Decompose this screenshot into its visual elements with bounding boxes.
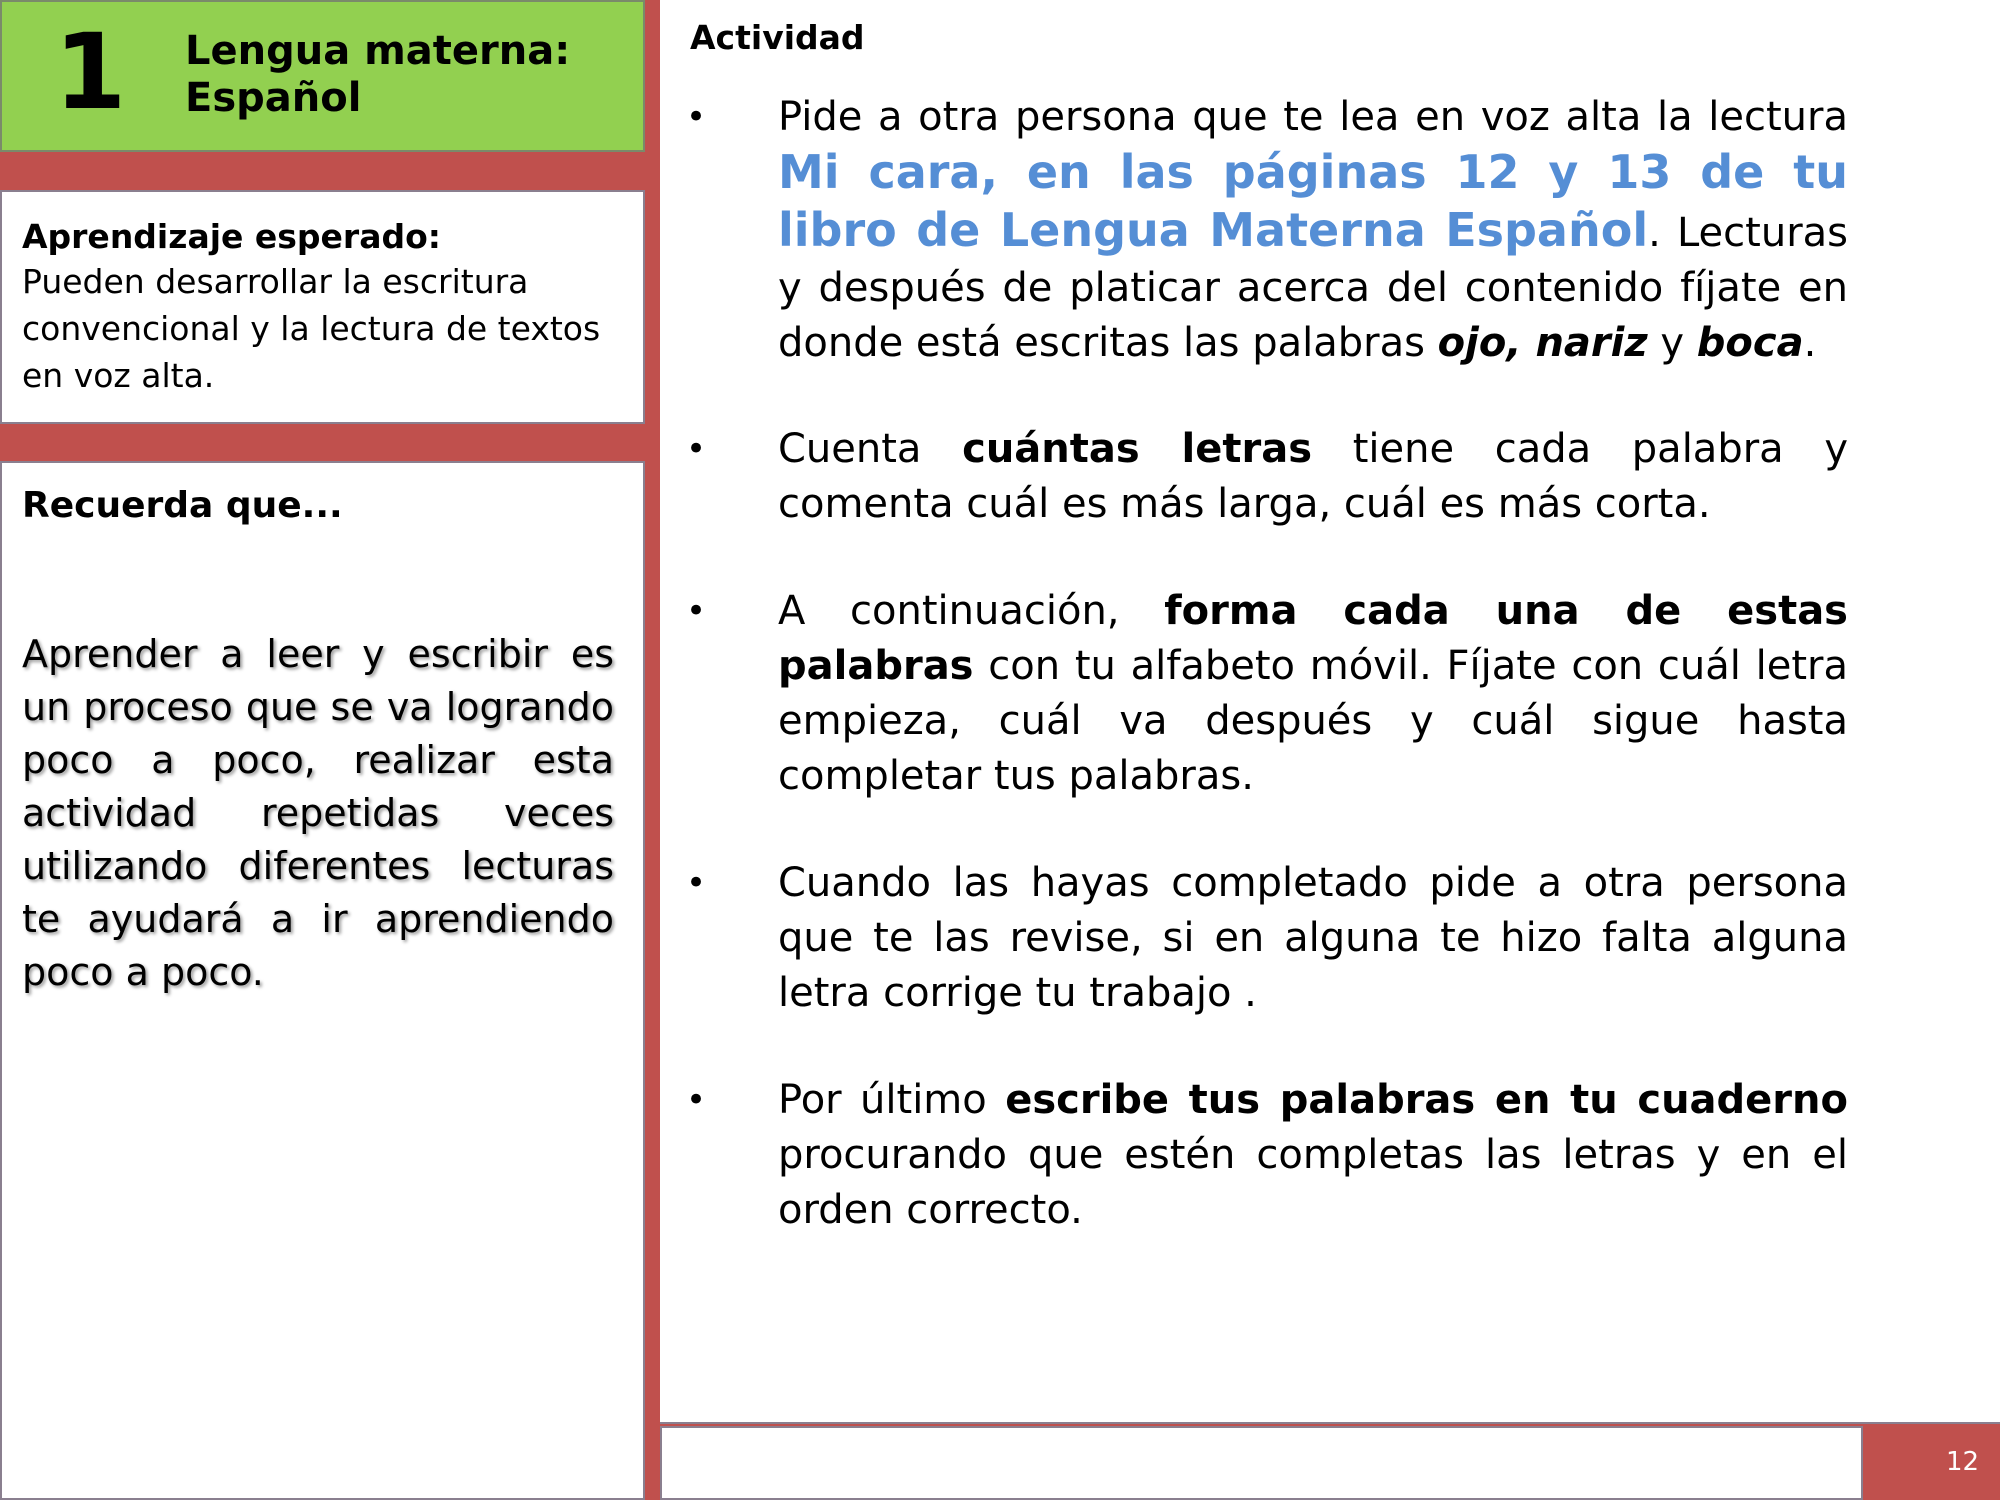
activity-item (686, 422, 1848, 532)
activity-box (660, 0, 2000, 1424)
book-reference: Mi cara, en las páginas 12 y 13 de tu libro de Lengua Materna Español (778, 145, 1848, 257)
item-text: con tu alfabeto móvil. Fíjate con cuál letra empieza, cuál va después y cuál sigue hasta completar tus palabras. (778, 643, 1848, 799)
learning-box (0, 190, 645, 424)
subject-title: Lengua materna: Español (185, 28, 571, 121)
activity-item (686, 90, 1848, 371)
text-emphasis: cuántas letras (962, 426, 1313, 472)
remember-text: Aprender a leer y escribir es un proceso que se va logrando poco a poco, realizar esta actividad repetidas veces utilizando diferentes lecturas te ayudará a ir aprendiendo poco a poco. (22, 632, 614, 994)
activity-list (686, 90, 1848, 1238)
remember-box (0, 461, 645, 1500)
word-emphasis: boca (1696, 320, 1804, 366)
page-number: 12 (1946, 1447, 1980, 1477)
lesson-number: 1 (54, 11, 127, 133)
activity-item (686, 584, 1848, 804)
item-text: Por último (778, 1077, 1006, 1123)
learning-heading: Aprendizaje esperado: (22, 217, 441, 256)
item-text: Cuando las hayas completado pide a otra persona que te las revise, si en alguna te hizo falta alguna letra corrige tu trabajo . (778, 860, 1848, 1016)
bullet-icon: • (686, 429, 707, 469)
item-text: Cuenta (778, 426, 963, 472)
text-emphasis: escribe tus palabras en tu cuaderno (1005, 1077, 1848, 1123)
item-text: tiene cada palabra y comenta cuál es más larga, cuál es más corta. (778, 426, 1848, 527)
bullet-icon: • (686, 591, 707, 631)
activity-item (686, 1073, 1848, 1238)
bullet-icon: • (686, 1080, 707, 1120)
lesson-header (0, 0, 645, 152)
bullet-icon: • (686, 97, 707, 137)
text-emphasis: forma cada una de estas palabras (778, 588, 1848, 689)
learning-text: Pueden desarrollar la escritura convencional y la lectura de textos en voz alta. (22, 262, 601, 395)
activity-item (686, 856, 1848, 1021)
footer-box (660, 1426, 1863, 1500)
item-text: . (1803, 320, 1817, 366)
item-text: . Lecturas y después de platicar acerca del contenido fíjate en donde está escritas las palabras (778, 210, 1848, 366)
item-text: A continuación, (778, 588, 1165, 634)
bullet-icon: • (686, 863, 707, 903)
activity-heading: Actividad (690, 18, 865, 57)
remember-heading: Recuerda que... (22, 485, 343, 526)
item-text: procurando que estén completas las letras y en el orden correcto. (778, 1132, 1848, 1233)
item-text: y (1647, 320, 1697, 366)
item-text: Pide a otra persona que te lea en voz alta la lectura (778, 94, 1848, 140)
word-emphasis: ojo, nariz (1437, 320, 1648, 366)
